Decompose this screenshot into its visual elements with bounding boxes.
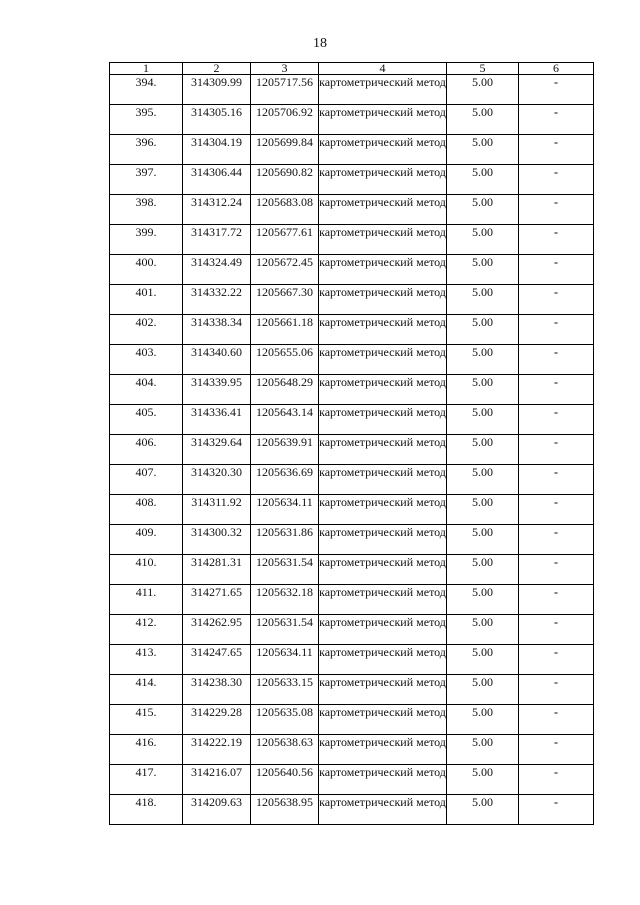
method-cell: картометрический метод	[319, 495, 447, 525]
y-coordinate-cell: 1205706.92	[251, 105, 319, 135]
note-cell: -	[519, 765, 594, 795]
table-row	[110, 555, 594, 585]
accuracy-cell: 5.00	[447, 765, 519, 795]
point-number-cell: 405.	[110, 405, 183, 435]
note-cell: -	[519, 555, 594, 585]
point-number-cell: 414.	[110, 675, 183, 705]
y-coordinate-cell: 1205640.56	[251, 765, 319, 795]
point-number-cell: 400.	[110, 255, 183, 285]
x-coordinate-cell: 314281.31	[183, 555, 251, 585]
column-header-1: 1	[110, 63, 183, 75]
table-row	[110, 735, 594, 765]
method-cell: картометрический метод	[319, 555, 447, 585]
accuracy-cell: 5.00	[447, 435, 519, 465]
accuracy-cell: 5.00	[447, 795, 519, 825]
note-cell: -	[519, 255, 594, 285]
method-cell: картометрический метод	[319, 795, 447, 825]
accuracy-cell: 5.00	[447, 735, 519, 765]
table-row	[110, 75, 594, 105]
accuracy-cell: 5.00	[447, 75, 519, 105]
point-number-cell: 403.	[110, 345, 183, 375]
x-coordinate-cell: 314305.16	[183, 105, 251, 135]
accuracy-cell: 5.00	[447, 465, 519, 495]
accuracy-cell: 5.00	[447, 165, 519, 195]
point-number-cell: 399.	[110, 225, 183, 255]
method-cell: картометрический метод	[319, 705, 447, 735]
point-number-cell: 397.	[110, 165, 183, 195]
point-number-cell: 402.	[110, 315, 183, 345]
point-number-cell: 413.	[110, 645, 183, 675]
x-coordinate-cell: 314300.32	[183, 525, 251, 555]
note-cell: -	[519, 225, 594, 255]
y-coordinate-cell: 1205683.08	[251, 195, 319, 225]
y-coordinate-cell: 1205638.95	[251, 795, 319, 825]
x-coordinate-cell: 314311.92	[183, 495, 251, 525]
note-cell: -	[519, 135, 594, 165]
accuracy-cell: 5.00	[447, 345, 519, 375]
x-coordinate-cell: 314338.34	[183, 315, 251, 345]
table-body	[110, 75, 594, 825]
point-number-cell: 398.	[110, 195, 183, 225]
point-number-cell: 417.	[110, 765, 183, 795]
y-coordinate-cell: 1205631.86	[251, 525, 319, 555]
y-coordinate-cell: 1205639.91	[251, 435, 319, 465]
accuracy-cell: 5.00	[447, 375, 519, 405]
accuracy-cell: 5.00	[447, 645, 519, 675]
point-number-cell: 412.	[110, 615, 183, 645]
accuracy-cell: 5.00	[447, 495, 519, 525]
y-coordinate-cell: 1205635.08	[251, 705, 319, 735]
table-header	[110, 63, 594, 75]
point-number-cell: 394.	[110, 75, 183, 105]
x-coordinate-cell: 314209.63	[183, 795, 251, 825]
table-row	[110, 585, 594, 615]
column-header-6: 6	[519, 63, 594, 75]
table-row	[110, 195, 594, 225]
method-cell: картометрический метод	[319, 525, 447, 555]
y-coordinate-cell: 1205634.11	[251, 495, 319, 525]
table-row	[110, 345, 594, 375]
y-coordinate-cell: 1205631.54	[251, 615, 319, 645]
point-number-cell: 418.	[110, 795, 183, 825]
x-coordinate-cell: 314309.99	[183, 75, 251, 105]
method-cell: картометрический метод	[319, 315, 447, 345]
page-number: 18	[313, 36, 327, 51]
point-number-cell: 410.	[110, 555, 183, 585]
method-cell: картометрический метод	[319, 255, 447, 285]
method-cell: картометрический метод	[319, 105, 447, 135]
method-cell: картометрический метод	[319, 345, 447, 375]
table-row	[110, 465, 594, 495]
note-cell: -	[519, 495, 594, 525]
column-header-5: 5	[447, 63, 519, 75]
table-row	[110, 495, 594, 525]
point-number-cell: 408.	[110, 495, 183, 525]
table-row	[110, 615, 594, 645]
y-coordinate-cell: 1205699.84	[251, 135, 319, 165]
note-cell: -	[519, 165, 594, 195]
note-cell: -	[519, 285, 594, 315]
note-cell: -	[519, 465, 594, 495]
y-coordinate-cell: 1205655.06	[251, 345, 319, 375]
note-cell: -	[519, 405, 594, 435]
x-coordinate-cell: 314312.24	[183, 195, 251, 225]
table-row	[110, 105, 594, 135]
y-coordinate-cell: 1205690.82	[251, 165, 319, 195]
y-coordinate-cell: 1205717.56	[251, 75, 319, 105]
accuracy-cell: 5.00	[447, 105, 519, 135]
note-cell: -	[519, 615, 594, 645]
x-coordinate-cell: 314229.28	[183, 705, 251, 735]
x-coordinate-cell: 314238.30	[183, 675, 251, 705]
y-coordinate-cell: 1205634.11	[251, 645, 319, 675]
method-cell: картометрический метод	[319, 615, 447, 645]
point-number-cell: 404.	[110, 375, 183, 405]
point-number-cell: 395.	[110, 105, 183, 135]
point-number-cell: 409.	[110, 525, 183, 555]
note-cell: -	[519, 105, 594, 135]
table-row	[110, 165, 594, 195]
y-coordinate-cell: 1205648.29	[251, 375, 319, 405]
table-row	[110, 405, 594, 435]
point-number-cell: 396.	[110, 135, 183, 165]
table-row	[110, 795, 594, 825]
coordinates-table	[109, 62, 594, 825]
point-number-cell: 406.	[110, 435, 183, 465]
note-cell: -	[519, 585, 594, 615]
method-cell: картометрический метод	[319, 735, 447, 765]
accuracy-cell: 5.00	[447, 585, 519, 615]
accuracy-cell: 5.00	[447, 525, 519, 555]
accuracy-cell: 5.00	[447, 705, 519, 735]
y-coordinate-cell: 1205632.18	[251, 585, 319, 615]
point-number-cell: 416.	[110, 735, 183, 765]
x-coordinate-cell: 314324.49	[183, 255, 251, 285]
method-cell: картометрический метод	[319, 285, 447, 315]
point-number-cell: 401.	[110, 285, 183, 315]
y-coordinate-cell: 1205643.14	[251, 405, 319, 435]
x-coordinate-cell: 314340.60	[183, 345, 251, 375]
note-cell: -	[519, 435, 594, 465]
method-cell: картометрический метод	[319, 645, 447, 675]
y-coordinate-cell: 1205631.54	[251, 555, 319, 585]
method-cell: картометрический метод	[319, 675, 447, 705]
accuracy-cell: 5.00	[447, 405, 519, 435]
point-number-cell: 407.	[110, 465, 183, 495]
point-number-cell: 411.	[110, 585, 183, 615]
y-coordinate-cell: 1205672.45	[251, 255, 319, 285]
x-coordinate-cell: 314339.95	[183, 375, 251, 405]
note-cell: -	[519, 525, 594, 555]
note-cell: -	[519, 795, 594, 825]
y-coordinate-cell: 1205638.63	[251, 735, 319, 765]
y-coordinate-cell: 1205636.69	[251, 465, 319, 495]
table-row	[110, 645, 594, 675]
accuracy-cell: 5.00	[447, 195, 519, 225]
x-coordinate-cell: 314336.41	[183, 405, 251, 435]
x-coordinate-cell: 314332.22	[183, 285, 251, 315]
y-coordinate-cell: 1205667.30	[251, 285, 319, 315]
x-coordinate-cell: 314262.95	[183, 615, 251, 645]
table-row	[110, 285, 594, 315]
note-cell: -	[519, 735, 594, 765]
method-cell: картометрический метод	[319, 135, 447, 165]
accuracy-cell: 5.00	[447, 675, 519, 705]
x-coordinate-cell: 314271.65	[183, 585, 251, 615]
note-cell: -	[519, 75, 594, 105]
note-cell: -	[519, 705, 594, 735]
method-cell: картометрический метод	[319, 75, 447, 105]
method-cell: картометрический метод	[319, 765, 447, 795]
method-cell: картометрический метод	[319, 585, 447, 615]
column-header-4: 4	[319, 63, 447, 75]
x-coordinate-cell: 314304.19	[183, 135, 251, 165]
x-coordinate-cell: 314216.07	[183, 765, 251, 795]
column-header-3: 3	[251, 63, 319, 75]
column-header-2: 2	[183, 63, 251, 75]
method-cell: картометрический метод	[319, 375, 447, 405]
x-coordinate-cell: 314247.65	[183, 645, 251, 675]
x-coordinate-cell: 314306.44	[183, 165, 251, 195]
table-row	[110, 135, 594, 165]
method-cell: картометрический метод	[319, 405, 447, 435]
accuracy-cell: 5.00	[447, 255, 519, 285]
table-row	[110, 435, 594, 465]
method-cell: картометрический метод	[319, 165, 447, 195]
header-row	[110, 63, 594, 75]
y-coordinate-cell: 1205633.15	[251, 675, 319, 705]
point-number-cell: 415.	[110, 705, 183, 735]
accuracy-cell: 5.00	[447, 315, 519, 345]
note-cell: -	[519, 315, 594, 345]
note-cell: -	[519, 675, 594, 705]
x-coordinate-cell: 314329.64	[183, 435, 251, 465]
table-row	[110, 675, 594, 705]
y-coordinate-cell: 1205677.61	[251, 225, 319, 255]
method-cell: картометрический метод	[319, 225, 447, 255]
accuracy-cell: 5.00	[447, 555, 519, 585]
note-cell: -	[519, 345, 594, 375]
note-cell: -	[519, 375, 594, 405]
accuracy-cell: 5.00	[447, 135, 519, 165]
table-row	[110, 315, 594, 345]
table-row	[110, 525, 594, 555]
accuracy-cell: 5.00	[447, 615, 519, 645]
table-row	[110, 255, 594, 285]
table-row	[110, 765, 594, 795]
method-cell: картометрический метод	[319, 195, 447, 225]
y-coordinate-cell: 1205661.18	[251, 315, 319, 345]
method-cell: картометрический метод	[319, 465, 447, 495]
note-cell: -	[519, 645, 594, 675]
x-coordinate-cell: 314317.72	[183, 225, 251, 255]
table-row	[110, 375, 594, 405]
table-row	[110, 705, 594, 735]
table-row	[110, 225, 594, 255]
x-coordinate-cell: 314222.19	[183, 735, 251, 765]
method-cell: картометрический метод	[319, 435, 447, 465]
x-coordinate-cell: 314320.30	[183, 465, 251, 495]
accuracy-cell: 5.00	[447, 225, 519, 255]
note-cell: -	[519, 195, 594, 225]
accuracy-cell: 5.00	[447, 285, 519, 315]
